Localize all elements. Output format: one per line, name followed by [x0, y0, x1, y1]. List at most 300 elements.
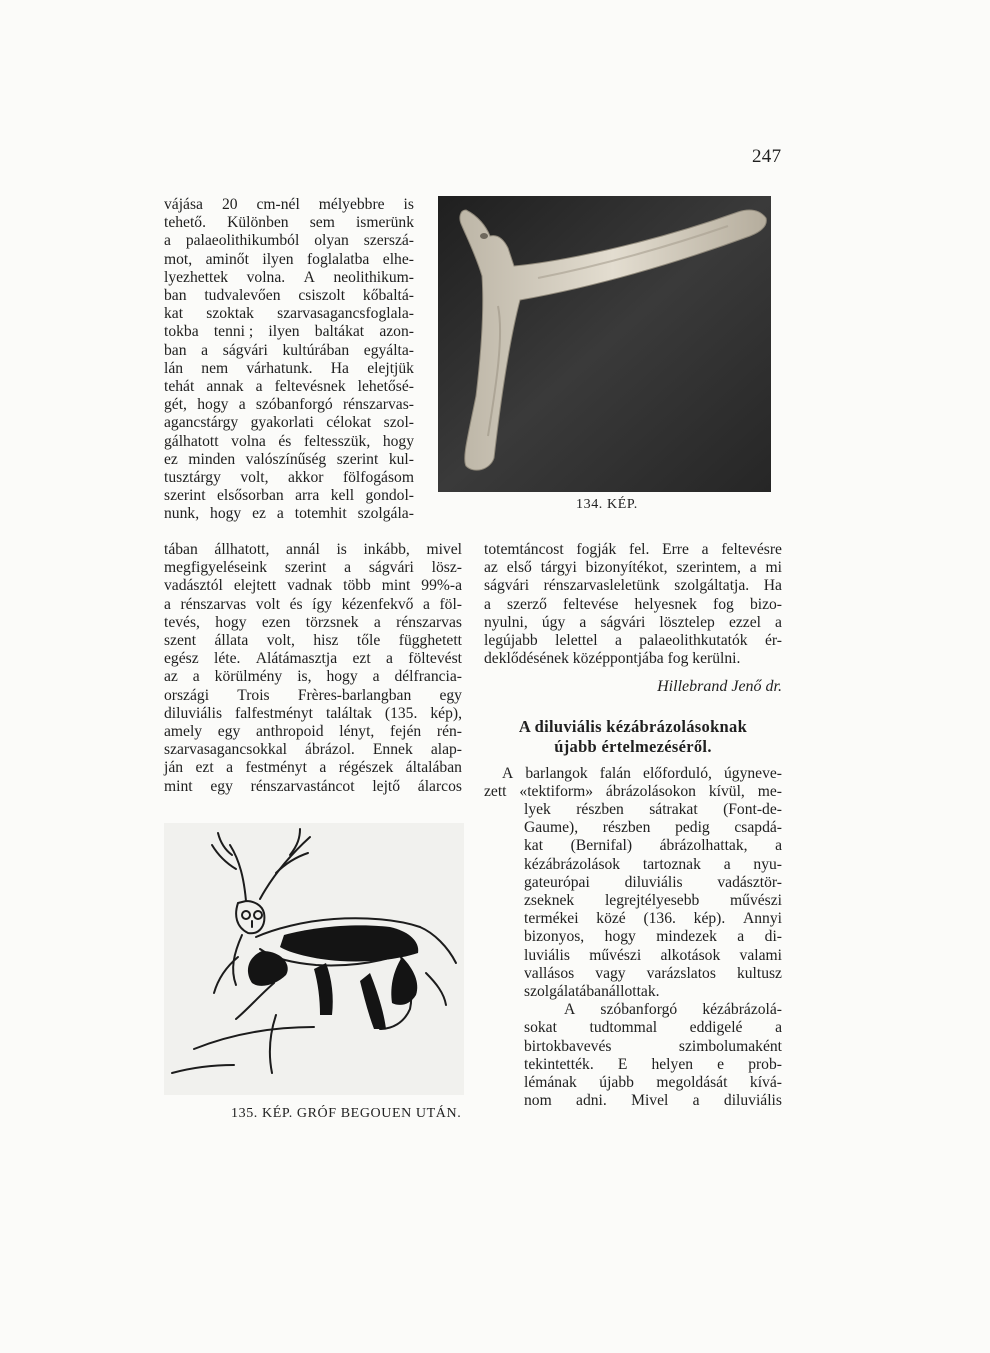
word: Különben [227, 214, 289, 232]
word: lejtő [372, 777, 401, 795]
word: Gaume), [524, 819, 579, 837]
text-line [524, 892, 782, 910]
word: Mivel [631, 1092, 669, 1110]
word: törzsnek [305, 613, 359, 631]
word: nom [524, 1092, 552, 1110]
word: országi [164, 686, 210, 704]
word: tekintették. [524, 1055, 594, 1073]
word: kép), [430, 704, 462, 722]
word: tudvalevően [204, 287, 281, 305]
word: ezt [352, 650, 371, 668]
text-line [164, 196, 414, 214]
word: régészek [338, 759, 394, 777]
word: Frères-barlangban [297, 686, 412, 704]
word: föltevést [408, 650, 462, 668]
word: hogy [197, 396, 229, 414]
word: megoldását [656, 1074, 728, 1092]
word: hogy [604, 928, 636, 946]
word: szerint [284, 559, 327, 577]
word: azon- [379, 323, 414, 341]
text-line [524, 1001, 782, 1019]
word: elsősorban [216, 487, 284, 505]
word: csiszolt [298, 287, 346, 305]
word: lösz- [431, 559, 462, 577]
text-line [164, 705, 462, 723]
text-line [164, 305, 414, 323]
text-line [524, 1038, 782, 1056]
text-line [164, 759, 462, 777]
word: és [278, 432, 292, 450]
word: a [255, 378, 263, 396]
word: állata [214, 632, 249, 650]
word: is [336, 541, 347, 558]
text-line [164, 487, 414, 505]
text-line [164, 650, 462, 668]
word: vadásztól [164, 577, 223, 595]
word: vagy [595, 964, 626, 982]
word: szerző [507, 595, 547, 613]
word: szóbanforgó [255, 396, 333, 414]
word: legújabb [484, 632, 538, 650]
text-line [164, 741, 462, 759]
text-line [524, 801, 782, 819]
word: kultusz [736, 964, 782, 982]
word: előforduló, [643, 765, 712, 782]
word: mi [765, 559, 782, 577]
word: a [164, 232, 171, 250]
word: bizonyos, [524, 928, 585, 946]
word: szolgáltatja. [674, 577, 750, 595]
word: 20 [221, 196, 238, 213]
text-line [484, 596, 782, 614]
word: volt [255, 595, 281, 613]
word: elejtett [233, 577, 277, 595]
word: volna [231, 432, 266, 450]
word: a [386, 650, 393, 668]
word: totemhit [294, 505, 347, 523]
word: szoktak [206, 305, 254, 323]
text-line [164, 596, 462, 614]
text-line [164, 360, 414, 378]
word: nem [201, 359, 229, 377]
word: agancstárgy [164, 414, 239, 432]
word: (Font-de- [723, 801, 782, 818]
word: inkább, [363, 541, 410, 558]
word: kat [164, 305, 184, 323]
word: a [276, 505, 284, 523]
word: hisz [313, 632, 339, 650]
word: hogy [326, 668, 358, 686]
article-title-line-2: újabb értelmezéséről. [554, 737, 712, 756]
word: legrejtélyesebb [604, 892, 700, 910]
word: nyu- [753, 855, 782, 873]
word: a [373, 613, 381, 631]
word: fogják [576, 541, 617, 558]
word: részben [602, 819, 651, 837]
right-column-top-text [484, 541, 782, 668]
word: találtak [326, 704, 372, 722]
word: léte. [213, 650, 241, 668]
word: Annyi [742, 910, 782, 928]
word: diluviális [624, 873, 683, 891]
word: szarvasagancsokkal [164, 741, 287, 759]
word: termékei [524, 910, 579, 928]
word: a [423, 595, 430, 613]
word: ságvári [484, 577, 530, 595]
word: di- [764, 928, 782, 946]
word: volt, [266, 632, 295, 650]
word: bizo- [749, 595, 782, 613]
text-line [164, 778, 462, 796]
word: minden [188, 450, 236, 468]
text-line [524, 874, 782, 892]
word: (Bernifal) [570, 837, 633, 855]
word: vájása [164, 196, 203, 213]
word: kell [330, 487, 355, 505]
word: kőbaltá- [362, 287, 414, 305]
word: sátrakat [649, 801, 698, 818]
text-line [524, 910, 782, 928]
word: elejtjük [367, 359, 414, 377]
word: csapdá- [734, 819, 782, 837]
word: kultúrában [282, 341, 350, 359]
text-line [164, 414, 414, 432]
word: palaeolithkutatók [639, 632, 748, 650]
word: annál [286, 541, 320, 558]
word: ilyen [268, 323, 300, 341]
text-line [164, 505, 414, 523]
word: festményt [245, 759, 307, 777]
word: lényt, [339, 723, 375, 741]
word: föl- [439, 595, 462, 613]
right-column-intro-text [484, 765, 782, 801]
text-line [164, 541, 462, 559]
text-line [484, 559, 782, 577]
text-line [164, 323, 414, 341]
word: ságvári [222, 341, 268, 359]
word: a [737, 928, 745, 946]
word: szarvasagancsfoglala- [277, 305, 414, 323]
text-line [164, 342, 414, 360]
word: a [372, 668, 380, 686]
word: mot, [164, 250, 193, 268]
word: gálhatott [164, 432, 219, 450]
word: aminőt [205, 250, 249, 268]
text-line [484, 650, 782, 668]
word: ezen [261, 613, 291, 631]
figure-135-caption: 135. KÉP. GRÓF BEGOUEN UTÁN. [231, 1106, 462, 1121]
word: a [344, 559, 352, 577]
word: mindezek [656, 928, 717, 946]
word: sokat [524, 1019, 557, 1037]
text-line [164, 269, 414, 287]
text-line [164, 469, 414, 487]
word: feltevése [563, 595, 619, 613]
word: és [289, 595, 303, 613]
word: fölfogásom [342, 469, 414, 487]
word: a [201, 341, 209, 359]
word: hogy [210, 505, 242, 523]
word: kul- [388, 450, 414, 468]
word: Ennek [372, 741, 413, 759]
left-column-top-text [164, 196, 414, 524]
left-column-bottom-text [164, 541, 462, 796]
word: hogy [382, 432, 414, 450]
word: közé [596, 910, 626, 928]
word: arra [295, 487, 320, 505]
author-signature: Hillebrand Jenő dr. [657, 678, 782, 695]
word: valószínűség [245, 450, 327, 468]
word: valami [739, 946, 782, 964]
word: szent [164, 632, 197, 650]
text-line [164, 214, 414, 232]
word: tevés, [164, 613, 200, 631]
word: úgy [541, 613, 566, 631]
word: az [484, 559, 498, 577]
article-title-line-1: A diluviális kézábrázolásoknak [518, 717, 748, 736]
text-line [524, 837, 782, 855]
word: foglalatba [306, 250, 370, 268]
word: Trois [237, 686, 270, 704]
text-line [164, 577, 462, 595]
word: is [403, 196, 414, 213]
word: tenni ; [213, 323, 254, 341]
word: megfigyeléseink [164, 559, 268, 577]
word: tában [164, 541, 198, 558]
word: anthropoid [256, 723, 324, 741]
word: mint [381, 577, 411, 595]
word: volna. [246, 268, 286, 286]
word: több [343, 577, 371, 595]
word: a [701, 541, 709, 558]
word: kat [524, 837, 544, 855]
word: ér- [764, 632, 782, 650]
word: rén- [436, 723, 462, 741]
word: művészi [589, 946, 642, 964]
text-line [164, 723, 462, 741]
word: birtokbavevés [524, 1037, 612, 1055]
word: A [564, 1001, 576, 1019]
word: egy [217, 723, 241, 741]
text-line [524, 947, 782, 965]
word: első [506, 559, 532, 577]
word: eddigelé [689, 1019, 743, 1037]
word: állottak. [608, 983, 660, 1001]
word: a [319, 759, 327, 777]
word: szolgála- [357, 505, 414, 523]
word: szerint [336, 450, 379, 468]
word: álarcos [417, 777, 462, 795]
word: Ha [330, 359, 349, 377]
word: a [164, 595, 171, 613]
word: kézábrázolások [524, 855, 621, 873]
text-line [484, 783, 782, 801]
trois-freres-sorcerer-sketch [164, 823, 464, 1095]
word: kép). [693, 910, 726, 928]
word: amely [164, 723, 203, 741]
word: pedig [675, 819, 710, 837]
word: szimbolumaként [678, 1037, 782, 1055]
word: diluviális [164, 704, 223, 722]
text-line [484, 632, 782, 650]
word: me- [757, 783, 782, 801]
word: egész [164, 650, 199, 668]
word: lehetősé- [357, 378, 414, 396]
word: ismerünk [355, 214, 414, 232]
word: annak [206, 378, 244, 396]
word: délfrancia- [394, 668, 462, 686]
word: lyezhettek [164, 268, 229, 286]
word: kívá- [749, 1074, 782, 1092]
word: rénszarvas [396, 613, 462, 631]
word: (136. [643, 910, 676, 928]
word: kívül, [708, 783, 745, 801]
word: helyen [651, 1055, 694, 1073]
word: szóbanforgó [600, 1001, 678, 1019]
text-line [164, 287, 414, 305]
text-line [164, 232, 414, 250]
text-line [484, 541, 782, 559]
text-line [484, 765, 782, 783]
word: mélyebbre [318, 196, 385, 213]
word: lán [164, 359, 184, 377]
article-title [484, 717, 782, 757]
word: totemtáncost [484, 541, 564, 558]
word: egy [439, 686, 462, 704]
figure-134-caption: 134. KÉP. [576, 497, 638, 512]
word: célokat [326, 414, 372, 432]
word: varázslatos [646, 964, 716, 982]
word: ján [164, 759, 184, 777]
word: szerintem, [676, 559, 741, 577]
word: a [775, 1019, 782, 1037]
word: a [192, 668, 200, 686]
word: a [723, 855, 731, 873]
word: újabb [599, 1074, 634, 1092]
word: diluviális [723, 1092, 782, 1110]
word: vadnak [287, 577, 333, 595]
word: gét, [164, 396, 187, 414]
word: rénszarvas- [342, 396, 414, 414]
word: tárgyi [540, 559, 577, 577]
word: gyakorlati [250, 414, 314, 432]
word: falfestményt [235, 704, 313, 722]
text-line [164, 433, 414, 451]
text-line [524, 856, 782, 874]
word: elhe- [382, 250, 414, 268]
word: tartoznak [642, 855, 701, 873]
word: luviális [524, 946, 570, 964]
word: baltákat [314, 323, 365, 341]
text-line [484, 614, 782, 632]
word: ilyen [262, 250, 294, 268]
word: tehát [164, 378, 195, 396]
text-line [524, 965, 782, 983]
word: ábrázolhattak, [659, 837, 748, 855]
text-line [164, 378, 414, 396]
word: hogy [215, 613, 247, 631]
word: ezt [195, 759, 214, 777]
word: középpontjába [568, 650, 664, 668]
word: állhatott, [214, 541, 270, 558]
text-line [164, 396, 414, 414]
word: egy [210, 777, 233, 795]
word: ságvári [600, 613, 646, 631]
text-line [164, 614, 462, 632]
word: zett [484, 783, 507, 801]
word: Erre [662, 541, 689, 558]
text-line [164, 668, 462, 686]
text-line [524, 928, 782, 946]
word: neolithikum- [333, 268, 414, 286]
word: «tektiform» [519, 783, 594, 801]
word: adni. [576, 1092, 607, 1110]
word: szolgálatában [524, 983, 609, 1001]
word: a [579, 613, 587, 631]
word: (135. [384, 704, 418, 722]
text-line [524, 1092, 782, 1110]
word: akkor [287, 469, 324, 487]
word: nunk, [164, 505, 200, 523]
word: alkotások [660, 946, 721, 964]
word: kézenfekvő [341, 595, 414, 613]
word: a [226, 759, 234, 777]
text-line [484, 577, 782, 595]
word: a [749, 559, 757, 577]
text-line [164, 559, 462, 577]
word: sem [309, 214, 335, 232]
word: Ha [763, 577, 782, 595]
word: rénszarvastáncot [250, 777, 355, 795]
word: a [238, 396, 246, 414]
word: fején [390, 723, 422, 741]
word: olyan [314, 232, 349, 250]
word: tokba [164, 323, 199, 341]
word: e [717, 1055, 725, 1073]
word: A [502, 765, 514, 782]
word: palaeolithikumból [185, 232, 300, 250]
word: nyulni, [484, 613, 528, 631]
word: körülmény [214, 668, 283, 686]
word: ábrázolásokon [605, 783, 696, 801]
word: E [617, 1055, 628, 1073]
word: rénszarvasleletünk [543, 577, 660, 595]
text-line [524, 819, 782, 837]
word: A [303, 268, 315, 286]
text-line [164, 451, 414, 469]
word: ez [164, 450, 178, 468]
word: mint [164, 777, 193, 795]
word: gateurópai [524, 873, 590, 891]
word: feltevésre [721, 541, 782, 558]
word: helyesnek [634, 595, 697, 613]
word: lémának [524, 1074, 577, 1092]
word: szerszá- [363, 232, 414, 250]
word: a [484, 595, 491, 613]
text-line [524, 1019, 782, 1037]
word: ábrázol. [305, 741, 355, 759]
word: a [775, 613, 782, 631]
word: az [164, 668, 178, 686]
text-line [524, 1056, 782, 1074]
word: cm-nél [256, 196, 300, 213]
right-column-narrow-text [524, 801, 782, 1110]
word: deklődésének [484, 650, 569, 668]
word: részben [576, 801, 624, 818]
word: tudtommal [589, 1019, 658, 1037]
text-line [164, 251, 414, 269]
word: mivel [426, 541, 462, 558]
